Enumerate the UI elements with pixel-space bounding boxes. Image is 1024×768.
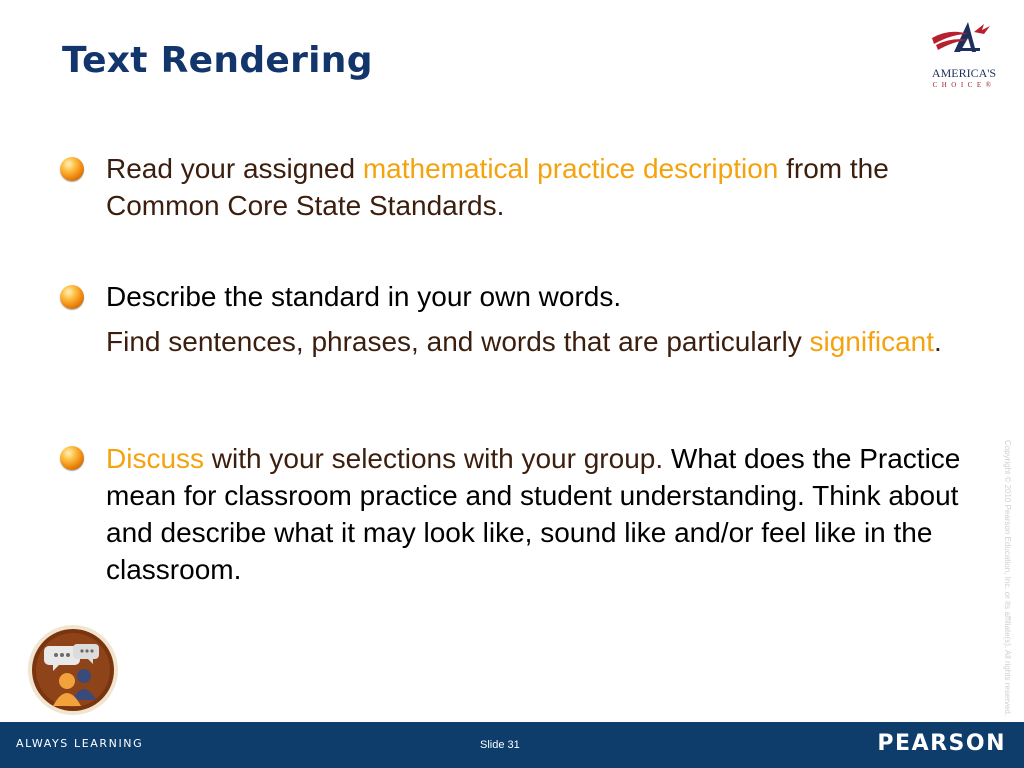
bullet-2-highlight: significant (809, 326, 934, 357)
bullet-2-line-2-after: . (934, 326, 942, 357)
bullet-2-line-1: Describe the standard in your own words. (106, 281, 622, 312)
bullet-3-text (106, 440, 966, 588)
bullet-1-text (106, 150, 966, 224)
bullet-3-highlight: Discuss (106, 443, 205, 474)
slide-number: Slide 31 (480, 739, 520, 751)
bullet-2-line-2 (106, 323, 986, 360)
bullet-1-text-after: from the Common Core State Standards. (106, 153, 889, 221)
bullet-2-line-2-before: Find sentences, phrases, and words that are particularly (106, 326, 810, 357)
copyright-notice: Copyright © 2010 Pearson Education, Inc. or its affiliate(s). All rights reserved. (1003, 440, 1012, 717)
orange-sphere-bullet-icon (60, 285, 84, 309)
orange-sphere-bullet-icon (60, 157, 84, 181)
logo-name: AMERICA'S (931, 66, 997, 80)
orange-sphere-bullet-icon (60, 446, 84, 470)
americas-choice-logo (918, 18, 1010, 96)
footer-tagline: ALWAYS LEARNING (16, 737, 144, 750)
pearson-logo: PEARSON (877, 731, 1006, 756)
bullet-1-highlight: mathematical practice description (362, 153, 779, 184)
eagle-flag-logo-icon (918, 18, 1010, 68)
bullet-3-text-dark: with your selections with your group. (204, 443, 664, 474)
footer-bar (0, 722, 1024, 768)
slide-title: Text Rendering (62, 40, 373, 81)
bullet-1-text-before: Read your assigned (106, 153, 363, 184)
group-discussion-icon (27, 624, 119, 716)
logo-subtitle: CHOICE® (932, 81, 996, 89)
bullet-3-text-rest: What does the Practice mean for classroom practice and student understanding. Think about and describe what it may look like, sound like and/or feel like in the classroom. (106, 443, 961, 585)
